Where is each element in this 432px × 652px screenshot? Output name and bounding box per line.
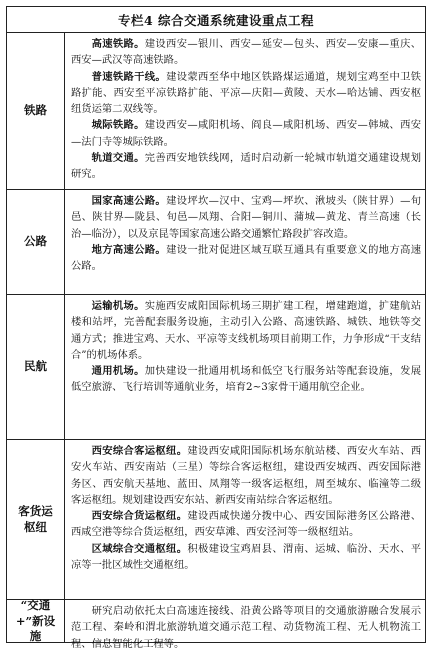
paragraph — [71, 36, 421, 69]
para-text: 建设西安—咸阳机场、阎良—咸阳机场、西安—韩城、西安—法门寺等城际铁路。 — [71, 119, 422, 148]
row-label-text: 民航 — [24, 359, 47, 374]
para-text: 建设蒙西至华中地区铁路煤运通道，规划宝鸡至中卫铁路扩能、西安至平凉铁路扩能、平凉—庆阳—黄陵、天水—哈达铺、西安枢纽货运第二双线等。 — [71, 70, 422, 116]
row-label — [7, 295, 65, 439]
paragraph — [71, 69, 421, 118]
para-heading: 西安综合货运枢纽。 — [91, 510, 188, 523]
row-label-text: 铁路 — [24, 103, 47, 118]
row-label — [7, 190, 65, 294]
paragraph — [71, 541, 421, 574]
para-heading: 区域综合交通枢纽。 — [91, 542, 188, 555]
paragraph — [71, 298, 421, 363]
row-content — [65, 600, 425, 650]
row-label — [7, 33, 65, 189]
row-highway — [7, 190, 425, 295]
feature-box — [6, 6, 426, 650]
paragraph — [71, 603, 421, 652]
row-content — [65, 33, 425, 189]
para-text: 研究启动依托太白高速连接线、沿黄公路等项目的交通旅游融合发展示范工程、秦岭和渭北旅游轨道交通示范工程、动货物流工程、无人机物流工程、信息智能化工程等。 — [71, 605, 421, 650]
para-text: 加快建设一批通用机场和低空飞行服务站等配套设施，发展低空旅游、飞行培训等通航业务，培育2~3家骨干通用航空企业。 — [71, 365, 422, 394]
paragraph — [71, 242, 421, 275]
para-heading: 地方高速公路。 — [91, 243, 167, 256]
row-content — [65, 440, 425, 599]
para-heading: 城际铁路。 — [91, 119, 145, 132]
row-label-line: 施 — [29, 629, 42, 644]
para-heading: 西安综合客运枢纽。 — [91, 445, 188, 457]
row-content — [65, 295, 425, 439]
row-label — [7, 600, 65, 643]
row-label-line: 客货运 — [18, 503, 53, 518]
paragraph — [71, 150, 421, 183]
para-heading: 高速铁路。 — [91, 38, 145, 50]
row-transport-plus — [7, 598, 425, 650]
para-heading: 轨道交通。 — [91, 151, 145, 164]
paragraph — [71, 117, 421, 150]
row-label-line: 枢纽 — [24, 519, 47, 534]
para-text: 积极建设宝鸡眉县、渭南、运城、临汾、天水、平凉等一批区域性交通枢纽。 — [71, 542, 422, 571]
box-title: 专栏4 综合交通系统建设重点工程 — [7, 7, 425, 33]
paragraph — [71, 508, 421, 541]
para-text: 实施西安咸阳国际机场三期扩建工程，增建跑道，扩建航站楼和站坪，完善配套服务设施，主动引入公路、高速铁路、城铁、地铁等交通方式；推进宝鸡、天水、平凉等支线机场项目前期工作，力争形成“干支结合”的机场体系。 — [71, 300, 422, 361]
row-aviation — [7, 295, 425, 440]
para-text: 建设西安—银川、西安—延安—包头、西安—安康—重庆、西安—武汉等高速铁路。 — [71, 38, 422, 67]
row-label — [7, 440, 65, 599]
row-hub — [7, 440, 425, 600]
para-heading: 国家高速公路。 — [91, 195, 167, 207]
para-text: 完善西安地铁线网，适时启动新一轮城市轨道交通建设规划研究。 — [71, 151, 422, 181]
row-railway — [7, 33, 425, 190]
row-content — [65, 190, 425, 294]
para-text: 建设一批对促进区域互联互通具有重要意义的地方高速公路。 — [71, 243, 422, 273]
row-label-line: “交通 — [20, 598, 51, 613]
para-heading: 普速铁路干线。 — [91, 70, 167, 83]
row-label-line: +”新设 — [15, 613, 56, 628]
para-heading: 通用机场。 — [91, 365, 145, 378]
paragraph — [71, 443, 421, 508]
row-label-text: 公路 — [24, 234, 47, 249]
para-text: 建设坪坎—汉中、宝鸡—坪坎、湫坡头（陕甘界）—旬邑、陕甘界—陇县、旬邑—凤翔、合阳—铜川、蒲城—黄龙、青兰高速（长治—临汾），以及京昆等国家高速公路交通繁忙路段扩容改造。 — [71, 195, 422, 240]
paragraph — [71, 193, 421, 242]
para-text: 建设西安咸阳国际机场东航站楼、西安火车站、西安火车站、西安南站（三星）等综合客运枢纽，建设西安城西、西安国际港务区、西安航天基地、蓝田、凤翔等一级客运枢纽，周至城东、临潼等二级客运枢纽。规划建设西安东站、新西安南站综合客运枢纽。 — [71, 445, 422, 506]
para-text: 建设西咸快递分拨中心、西安国际港务区公路港、西咸空港等综合货运枢纽，西安草滩、西安泾河等一级枢纽站。 — [71, 510, 422, 539]
para-heading: 运输机场。 — [91, 300, 145, 312]
paragraph — [71, 363, 421, 396]
